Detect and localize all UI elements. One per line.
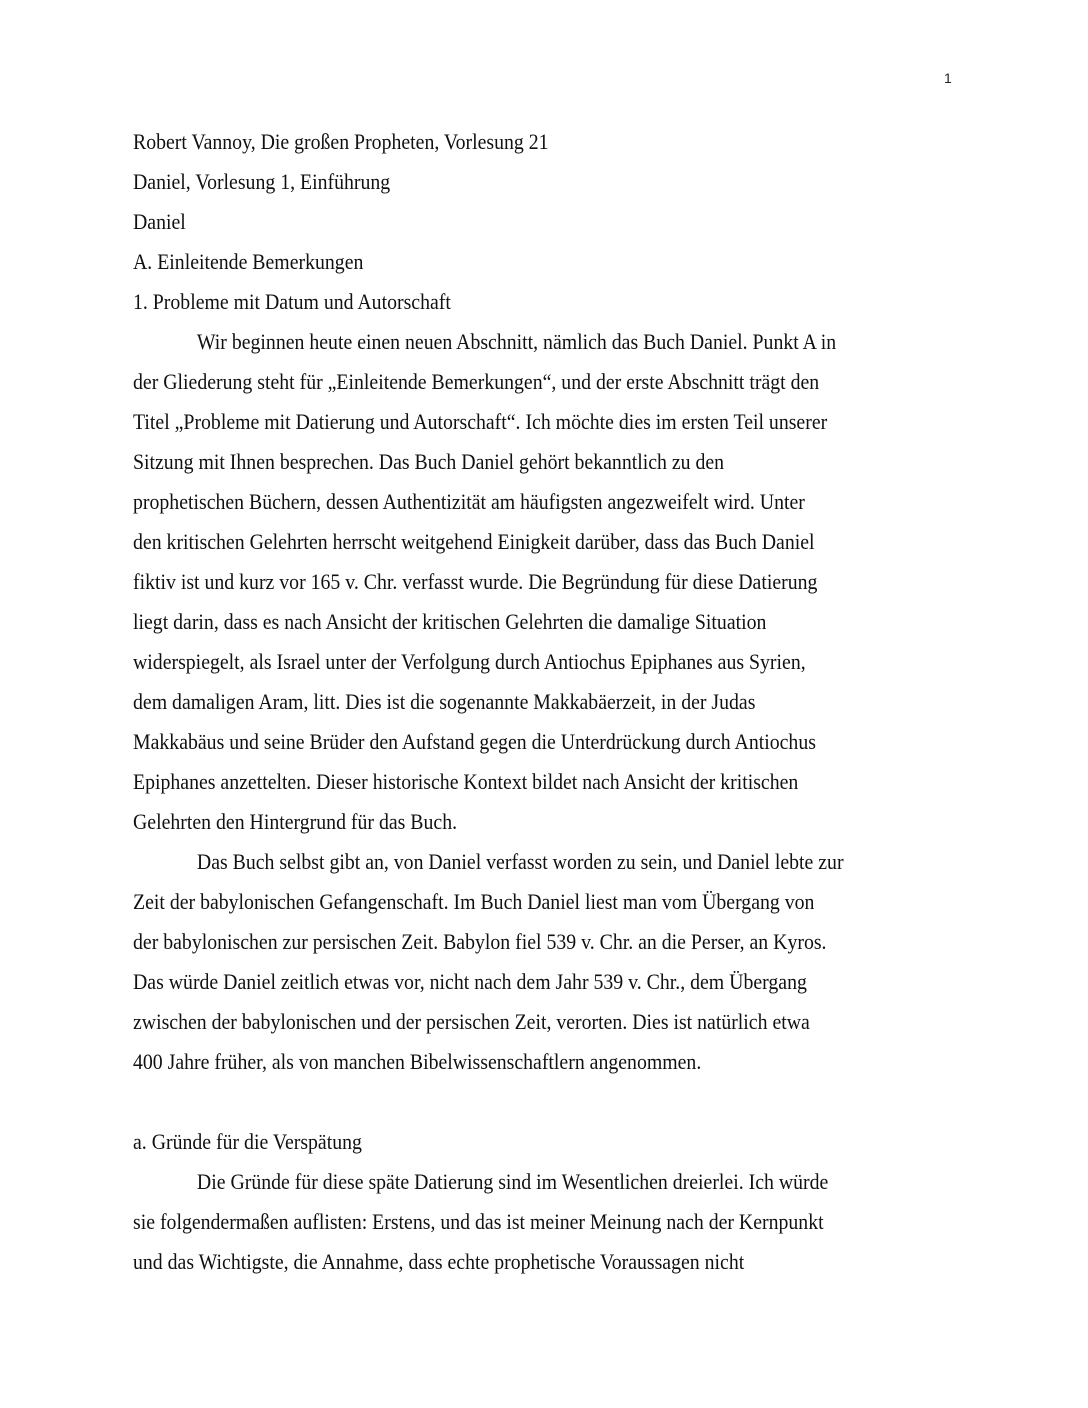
- heading-line: Daniel, Vorlesung 1, Einführung: [133, 169, 391, 194]
- paragraph-line: sie folgendermaßen auflisten: Erstens, und das ist meiner Meinung nach der Kernpunkt: [133, 1209, 824, 1234]
- paragraph-line: Das würde Daniel zeitlich etwas vor, nicht nach dem Jahr 539 v. Chr., dem Übergang: [133, 969, 807, 994]
- paragraph-line: zwischen der babylonischen und der persischen Zeit, verorten. Dies ist natürlich etwa: [133, 1009, 810, 1034]
- paragraph-line: der Gliederung steht für „Einleitende Bemerkungen“, und der erste Abschnitt trägt den: [133, 369, 820, 394]
- heading-line: A. Einleitende Bemerkungen: [133, 249, 364, 274]
- blank-line: [133, 1082, 1033, 1122]
- paragraph-line: Sitzung mit Ihnen besprechen. Das Buch Daniel gehört bekanntlich zu den: [133, 449, 725, 474]
- paragraph-line: fiktiv ist und kurz vor 165 v. Chr. verfasst wurde. Die Begründung für diese Datierung: [133, 569, 818, 594]
- paragraph-line: Die Gründe für diese späte Datierung sind im Wesentlichen dreierlei. Ich würde: [196, 1169, 829, 1194]
- paragraph-line: den kritischen Gelehrten herrscht weitgehend Einigkeit darüber, dass das Buch Daniel: [133, 529, 815, 554]
- document-body: [133, 122, 1033, 1282]
- paragraph-line: Makkabäus und seine Brüder den Aufstand gegen die Unterdrückung durch Antiochus: [133, 729, 816, 754]
- paragraph-line: der babylonischen zur persischen Zeit. Babylon fiel 539 v. Chr. an die Perser, an Kyros.: [133, 929, 827, 954]
- paragraph-line: Titel „Probleme mit Datierung und Autorschaft“. Ich möchte dies im ersten Teil unserer: [133, 409, 828, 434]
- page-number: 1: [944, 70, 952, 86]
- heading-line: Daniel: [133, 209, 186, 234]
- paragraph-line: und das Wichtigste, die Annahme, dass echte prophetische Voraussagen nicht: [133, 1249, 745, 1274]
- paragraph-line: widerspiegelt, als Israel unter der Verfolgung durch Antiochus Epiphanes aus Syrien,: [133, 649, 806, 674]
- paragraph-line: Epiphanes anzettelten. Dieser historische Kontext bildet nach Ansicht der kritischen: [133, 769, 799, 794]
- paragraph-line: 400 Jahre früher, als von manchen Bibelwissenschaftlern angenommen.: [133, 1049, 702, 1074]
- paragraph-line: Wir beginnen heute einen neuen Abschnitt, nämlich das Buch Daniel. Punkt A in: [196, 329, 837, 354]
- paragraph-line: Gelehrten den Hintergrund für das Buch.: [133, 809, 458, 834]
- paragraph-line: Zeit der babylonischen Gefangenschaft. Im Buch Daniel liest man vom Übergang von: [133, 889, 815, 914]
- document-title: Robert Vannoy, Die großen Propheten, Vorlesung 21: [133, 129, 549, 154]
- paragraph-line: Das Buch selbst gibt an, von Daniel verfasst worden zu sein, und Daniel lebte zur: [196, 849, 844, 874]
- paragraph-line: liegt darin, dass es nach Ansicht der kritischen Gelehrten die damalige Situation: [133, 609, 767, 634]
- heading-line: 1. Probleme mit Datum und Autorschaft: [133, 289, 451, 314]
- paragraph-line: dem damaligen Aram, litt. Dies ist die sogenannte Makkabäerzeit, in der Judas: [133, 689, 756, 714]
- paragraph-line: prophetischen Büchern, dessen Authentizität am häufigsten angezweifelt wird. Unter: [133, 489, 805, 514]
- section-heading: a. Gründe für die Verspätung: [133, 1129, 362, 1154]
